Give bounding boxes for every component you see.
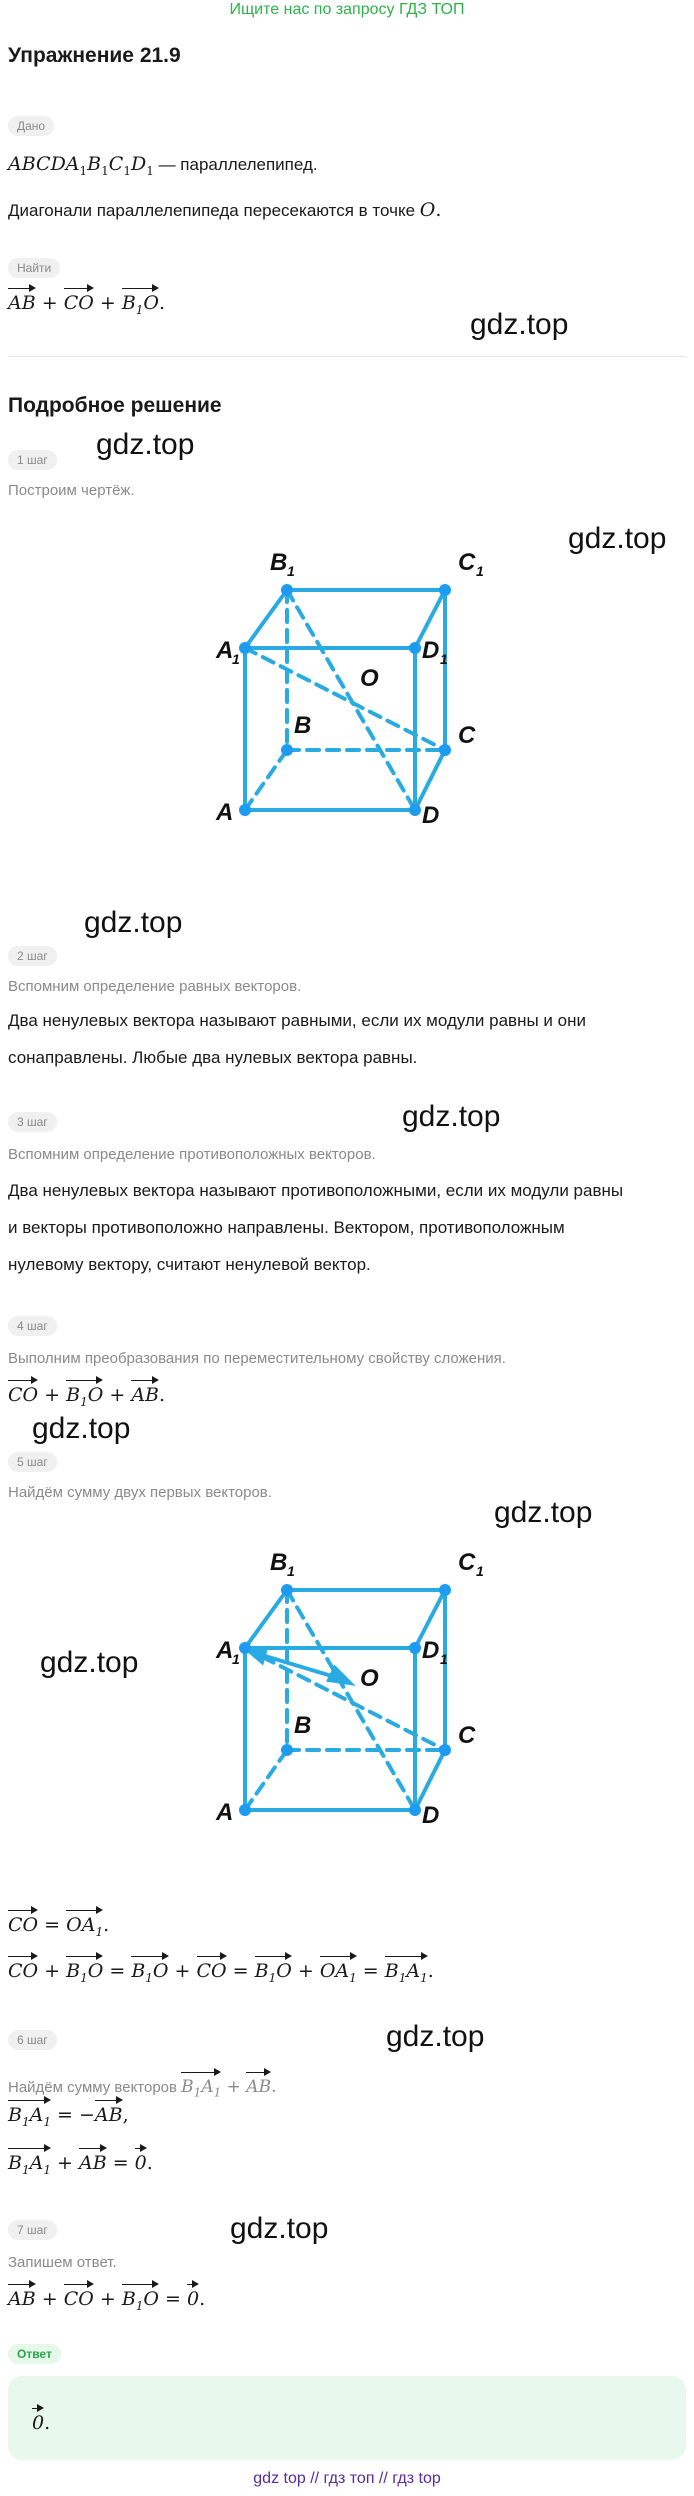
step-3-body-3: нулевому вектору, считают ненулевой вектор. <box>8 1255 371 1274</box>
given-line-2: Диагонали параллелепипеда пересекаются в точке O. <box>8 199 442 221</box>
step-2-tag: 2 шаг <box>8 946 57 966</box>
parallelepiped-diagram-2 <box>200 1540 530 1840</box>
edge-AB-hidden <box>245 750 287 810</box>
watermark: gdz.top <box>84 906 183 939</box>
svg-text:1: 1 <box>476 1563 484 1579</box>
parallelepiped-diagram-1 <box>200 540 530 840</box>
watermark: gdz.top <box>470 308 569 341</box>
step-4-lead: Выполним преобразования по переместительному свойству сложения. <box>8 1350 506 1367</box>
step-3-tag: 3 шаг <box>8 1112 57 1132</box>
arrowhead-OA1 <box>248 1648 266 1662</box>
label-B1: B <box>270 549 288 576</box>
watermark: gdz.top <box>386 2020 485 2053</box>
step-3-body-2: и векторы противоположно направлены. Вектором, противоположным <box>8 1218 565 1237</box>
find-expression: AB + CO + $B_1O$. <box>8 284 165 322</box>
step-4-tag: 4 шаг <box>8 1316 57 1336</box>
step-7-tag: 7 шаг <box>8 2220 57 2240</box>
find-tag: Найти <box>8 258 60 278</box>
label-B: B <box>294 712 312 739</box>
watermark: gdz.top <box>230 2212 329 2245</box>
step-1-lead: Построим чертёж. <box>8 482 135 499</box>
edge-A1B1 <box>245 590 287 648</box>
label-O: O <box>360 665 379 692</box>
svg-text:A: A <box>216 1637 234 1664</box>
label-C1: C <box>458 549 476 576</box>
step-2-body-1: Два ненулевых вектора называют равными, если их модули равны и они <box>8 1011 586 1030</box>
step-6-equation-2: $B_1A_1$ + AB = 0. <box>8 2144 153 2182</box>
step-2-lead: Вспомним определение равных векторов. <box>8 978 302 995</box>
solution-title: Подробное решение <box>8 394 222 417</box>
watermark: gdz.top <box>96 428 195 461</box>
step-5-equation-2: CO + $B_1O = B_1O$ + CO = $B_1O + OA_1 = B_1A_1$. <box>8 1952 434 1990</box>
divider <box>8 356 686 357</box>
step-7-lead: Запишем ответ. <box>8 2254 117 2271</box>
arrowhead-B1O <box>329 1668 350 1683</box>
step-3-lead: Вспомним определение противоположных векторов. <box>8 1146 376 1163</box>
step-6-lead: Найдём сумму векторов $B_1A_1$ + AB. <box>8 2068 276 2104</box>
label-A: A <box>216 799 234 826</box>
watermark: gdz.top <box>32 1412 131 1445</box>
svg-text:C: C <box>458 1722 476 1749</box>
label-C: C <box>458 722 476 749</box>
svg-text:1: 1 <box>232 1651 240 1667</box>
label-D: D <box>422 802 440 829</box>
given-tag: Дано <box>8 116 54 136</box>
svg-text:1: 1 <box>440 1651 448 1667</box>
step-3-body-1: Два ненулевых вектора называют противоположными, если их модули равны <box>8 1181 624 1200</box>
given-line-1: $ABCDA_1B_1C_1D_1$ — параллелепипед. <box>8 153 318 178</box>
parallelepiped-name: $ABCDA_1B_1C_1D_1$ <box>8 153 154 178</box>
step-1-tag: 1 шаг <box>8 450 57 470</box>
answer-tag: Ответ <box>8 2344 61 2364</box>
watermark: gdz.top <box>568 522 667 555</box>
answer-value: 0. <box>32 2404 50 2435</box>
step-5-lead: Найдём сумму двух первых векторов. <box>8 1484 272 1501</box>
svg-text:1: 1 <box>287 1563 295 1579</box>
svg-text:O: O <box>360 1665 379 1692</box>
step-2-body-2: сонаправлены. Любые два нулевых вектора равны. <box>8 1048 418 1067</box>
svg-text:B: B <box>294 1712 312 1739</box>
exercise-title: Упражнение 21.9 <box>8 44 181 67</box>
diagonal-B1D <box>287 590 415 810</box>
svg-text:1: 1 <box>440 651 448 667</box>
watermark: gdz.top <box>494 1496 593 1529</box>
footer-links[interactable]: gdz top // гдз топ // гдз top <box>253 2470 441 2487</box>
step-7-equation: AB + CO + $B_1O = 0$. <box>8 2280 205 2318</box>
step-5-equation-1: CO = $OA_1$. <box>8 1906 109 1944</box>
svg-text:1: 1 <box>476 563 484 579</box>
svg-text:1: 1 <box>232 651 240 667</box>
top-banner[interactable]: Ищите нас по запросу ГДЗ ТОП <box>229 1 465 18</box>
label-A1: A <box>216 637 234 664</box>
watermark: gdz.top <box>40 1646 139 1679</box>
svg-text:D: D <box>422 1802 440 1829</box>
svg-text:D: D <box>422 1637 440 1664</box>
svg-text:A: A <box>216 1799 234 1826</box>
step-4-expression: CO + $B_1O$ + AB. <box>8 1376 165 1414</box>
svg-text:C: C <box>458 1549 476 1576</box>
answer-box <box>8 2376 686 2460</box>
step-6-tag: 6 шаг <box>8 2030 57 2050</box>
edge-DC <box>415 750 445 810</box>
svg-text:1: 1 <box>287 563 295 579</box>
step-5-tag: 5 шаг <box>8 1452 57 1472</box>
step-6-equation-1: $B_1A_1 = -AB$, <box>8 2096 129 2134</box>
label-D1: D <box>422 637 440 664</box>
svg-text:B: B <box>270 1549 288 1576</box>
watermark: gdz.top <box>402 1100 501 1133</box>
